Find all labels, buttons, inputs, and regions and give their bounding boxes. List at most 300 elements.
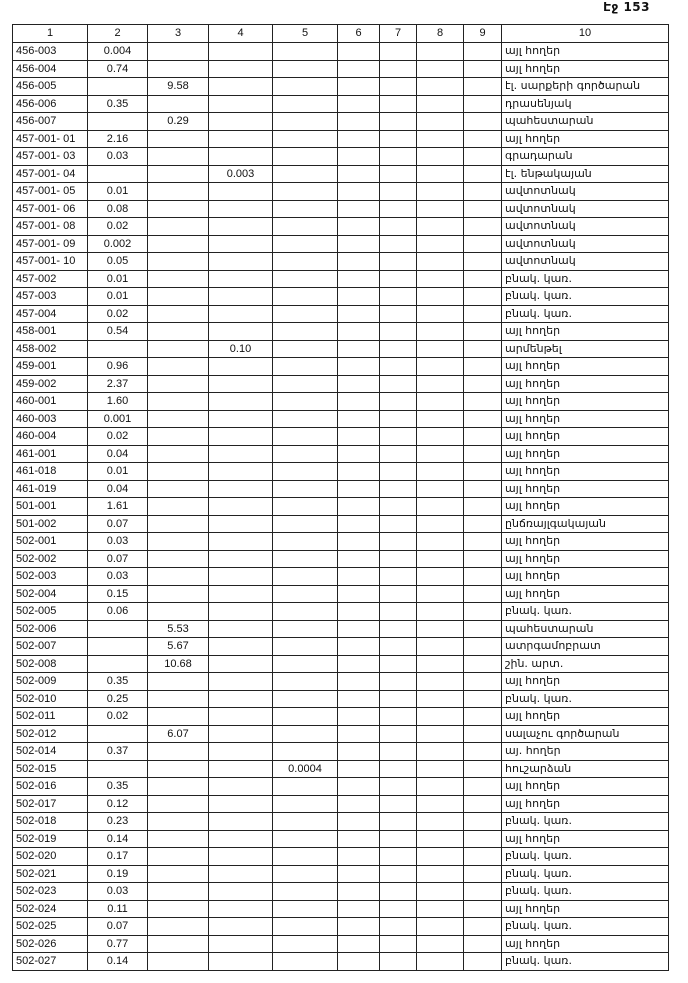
area-cell bbox=[273, 743, 338, 761]
land-use-cell: շին. արտ. bbox=[502, 655, 669, 673]
column-header: 3 bbox=[148, 25, 209, 43]
area-cell: 0.15 bbox=[88, 585, 148, 603]
land-use-cell: արմենթել bbox=[502, 340, 669, 358]
area-cell bbox=[273, 428, 338, 446]
area-cell bbox=[464, 568, 502, 586]
area-cell bbox=[380, 148, 417, 166]
table-row bbox=[13, 60, 669, 78]
area-cell bbox=[273, 480, 338, 498]
area-cell bbox=[464, 428, 502, 446]
area-cell bbox=[273, 655, 338, 673]
area-cell bbox=[148, 428, 209, 446]
area-cell: 0.14 bbox=[88, 953, 148, 971]
area-cell bbox=[464, 270, 502, 288]
area-cell bbox=[417, 60, 464, 78]
land-use-cell: այլ հողեր bbox=[502, 498, 669, 516]
area-cell bbox=[209, 410, 273, 428]
area-cell bbox=[273, 200, 338, 218]
table-row bbox=[13, 620, 669, 638]
table-row bbox=[13, 253, 669, 271]
parcel-code-cell: 456-005 bbox=[13, 78, 88, 96]
area-cell bbox=[464, 690, 502, 708]
land-use-cell: բնակ. կառ. bbox=[502, 848, 669, 866]
area-cell bbox=[148, 813, 209, 831]
area-cell bbox=[338, 148, 380, 166]
area-cell bbox=[338, 410, 380, 428]
area-cell bbox=[338, 253, 380, 271]
area-cell bbox=[273, 270, 338, 288]
area-cell bbox=[380, 43, 417, 61]
area-cell bbox=[338, 340, 380, 358]
land-use-cell: էլ. սարքերի գործարան bbox=[502, 78, 669, 96]
area-cell bbox=[417, 113, 464, 131]
area-cell bbox=[148, 393, 209, 411]
area-cell bbox=[417, 620, 464, 638]
area-cell bbox=[209, 43, 273, 61]
area-cell bbox=[417, 305, 464, 323]
area-cell bbox=[338, 603, 380, 621]
area-cell bbox=[464, 340, 502, 358]
land-use-cell: ավտոտնակ bbox=[502, 218, 669, 236]
area-cell bbox=[88, 165, 148, 183]
area-cell bbox=[464, 375, 502, 393]
area-cell bbox=[148, 165, 209, 183]
parcel-code-cell: 502-012 bbox=[13, 725, 88, 743]
area-cell bbox=[380, 165, 417, 183]
area-cell bbox=[338, 60, 380, 78]
area-cell bbox=[338, 463, 380, 481]
area-cell bbox=[464, 305, 502, 323]
parcel-code-cell: 457-002 bbox=[13, 270, 88, 288]
parcel-code-cell: 502-002 bbox=[13, 550, 88, 568]
area-cell bbox=[273, 358, 338, 376]
table-row bbox=[13, 743, 669, 761]
area-cell bbox=[338, 708, 380, 726]
parcel-code-cell: 502-007 bbox=[13, 638, 88, 656]
area-cell bbox=[417, 393, 464, 411]
area-cell bbox=[209, 358, 273, 376]
area-cell bbox=[88, 78, 148, 96]
area-cell bbox=[464, 883, 502, 901]
area-cell bbox=[338, 830, 380, 848]
area-cell bbox=[209, 638, 273, 656]
area-cell bbox=[209, 78, 273, 96]
area-cell bbox=[417, 533, 464, 551]
area-cell bbox=[148, 900, 209, 918]
area-cell bbox=[417, 498, 464, 516]
area-cell: 0.17 bbox=[88, 848, 148, 866]
area-cell bbox=[148, 480, 209, 498]
area-cell: 0.37 bbox=[88, 743, 148, 761]
table-row bbox=[13, 113, 669, 131]
table-row bbox=[13, 393, 669, 411]
parcel-code-cell: 502-023 bbox=[13, 883, 88, 901]
area-cell bbox=[464, 725, 502, 743]
area-cell bbox=[417, 655, 464, 673]
area-cell bbox=[209, 235, 273, 253]
area-cell bbox=[338, 200, 380, 218]
area-cell: 0.001 bbox=[88, 410, 148, 428]
area-cell bbox=[380, 725, 417, 743]
area-cell bbox=[417, 813, 464, 831]
area-cell bbox=[88, 340, 148, 358]
area-cell bbox=[209, 498, 273, 516]
area-cell bbox=[417, 410, 464, 428]
area-cell: 0.01 bbox=[88, 270, 148, 288]
area-cell bbox=[148, 830, 209, 848]
area-cell: 0.23 bbox=[88, 813, 148, 831]
area-cell bbox=[417, 778, 464, 796]
area-cell: 10.68 bbox=[148, 655, 209, 673]
land-use-cell: բնակ. կառ. bbox=[502, 883, 669, 901]
area-cell: 0.35 bbox=[88, 673, 148, 691]
land-use-cell: այ. հողեր bbox=[502, 743, 669, 761]
area-cell bbox=[273, 813, 338, 831]
area-cell bbox=[273, 778, 338, 796]
land-use-cell: բնակ. կառ. bbox=[502, 918, 669, 936]
area-cell bbox=[464, 585, 502, 603]
table-row bbox=[13, 428, 669, 446]
area-cell bbox=[148, 235, 209, 253]
area-cell bbox=[273, 235, 338, 253]
area-cell bbox=[464, 830, 502, 848]
area-cell: 0.0004 bbox=[273, 760, 338, 778]
area-cell bbox=[380, 218, 417, 236]
land-use-cell: այլ հողեր bbox=[502, 445, 669, 463]
area-cell: 0.03 bbox=[88, 533, 148, 551]
area-cell bbox=[464, 445, 502, 463]
area-cell bbox=[380, 830, 417, 848]
area-cell bbox=[417, 235, 464, 253]
area-cell bbox=[273, 953, 338, 971]
column-header: 6 bbox=[338, 25, 380, 43]
table-row bbox=[13, 953, 669, 971]
area-cell bbox=[273, 305, 338, 323]
table-row bbox=[13, 830, 669, 848]
area-cell bbox=[338, 428, 380, 446]
area-cell bbox=[148, 148, 209, 166]
area-cell bbox=[338, 778, 380, 796]
area-cell bbox=[148, 550, 209, 568]
area-cell bbox=[464, 183, 502, 201]
land-use-cell: ավտոտնակ bbox=[502, 200, 669, 218]
area-cell: 9.58 bbox=[148, 78, 209, 96]
area-cell bbox=[209, 428, 273, 446]
land-use-cell: բնակ. կառ. bbox=[502, 305, 669, 323]
area-cell bbox=[209, 760, 273, 778]
area-cell bbox=[209, 253, 273, 271]
area-cell bbox=[148, 708, 209, 726]
area-cell bbox=[148, 515, 209, 533]
area-cell bbox=[148, 218, 209, 236]
table-row bbox=[13, 323, 669, 341]
table-row bbox=[13, 883, 669, 901]
land-use-cell: այլ հողեր bbox=[502, 673, 669, 691]
area-cell bbox=[380, 288, 417, 306]
area-cell: 0.11 bbox=[88, 900, 148, 918]
area-cell bbox=[148, 953, 209, 971]
area-cell bbox=[464, 60, 502, 78]
area-cell: 0.003 bbox=[209, 165, 273, 183]
area-cell bbox=[209, 813, 273, 831]
area-cell bbox=[338, 235, 380, 253]
area-cell bbox=[417, 375, 464, 393]
area-cell bbox=[338, 655, 380, 673]
area-cell bbox=[417, 340, 464, 358]
area-cell bbox=[209, 95, 273, 113]
area-cell bbox=[380, 778, 417, 796]
area-cell bbox=[417, 568, 464, 586]
area-cell bbox=[464, 393, 502, 411]
parcel-code-cell: 502-026 bbox=[13, 935, 88, 953]
area-cell bbox=[148, 445, 209, 463]
area-cell bbox=[380, 60, 417, 78]
area-cell bbox=[417, 760, 464, 778]
area-cell bbox=[273, 690, 338, 708]
area-cell bbox=[417, 288, 464, 306]
land-use-cell: այլ հողեր bbox=[502, 428, 669, 446]
area-cell bbox=[380, 760, 417, 778]
parcel-code-cell: 502-024 bbox=[13, 900, 88, 918]
land-use-cell: այլ հողեր bbox=[502, 393, 669, 411]
area-cell bbox=[417, 848, 464, 866]
area-cell bbox=[148, 778, 209, 796]
area-cell: 0.96 bbox=[88, 358, 148, 376]
area-cell bbox=[148, 883, 209, 901]
area-cell bbox=[338, 795, 380, 813]
area-cell bbox=[338, 358, 380, 376]
area-cell bbox=[464, 813, 502, 831]
area-cell bbox=[417, 638, 464, 656]
area-cell bbox=[273, 393, 338, 411]
area-cell bbox=[338, 900, 380, 918]
area-cell: 0.03 bbox=[88, 148, 148, 166]
area-cell bbox=[209, 463, 273, 481]
area-cell bbox=[338, 568, 380, 586]
area-cell: 0.01 bbox=[88, 288, 148, 306]
area-cell bbox=[148, 340, 209, 358]
land-use-cell: այլ հողեր bbox=[502, 43, 669, 61]
column-header: 5 bbox=[273, 25, 338, 43]
parcel-code-cell: 501-002 bbox=[13, 515, 88, 533]
area-cell bbox=[209, 655, 273, 673]
area-cell bbox=[338, 883, 380, 901]
area-cell bbox=[209, 218, 273, 236]
land-use-cell: այլ հողեր bbox=[502, 778, 669, 796]
table-row bbox=[13, 568, 669, 586]
area-cell bbox=[148, 795, 209, 813]
parcel-code-cell: 457-001- 06 bbox=[13, 200, 88, 218]
area-cell bbox=[209, 690, 273, 708]
area-cell bbox=[338, 305, 380, 323]
area-cell bbox=[338, 270, 380, 288]
area-cell bbox=[148, 183, 209, 201]
area-cell bbox=[417, 130, 464, 148]
area-cell: 0.004 bbox=[88, 43, 148, 61]
area-cell bbox=[464, 515, 502, 533]
area-cell bbox=[464, 130, 502, 148]
land-use-cell: այլ հողեր bbox=[502, 585, 669, 603]
parcel-code-cell: 458-001 bbox=[13, 323, 88, 341]
area-cell: 0.04 bbox=[88, 445, 148, 463]
area-cell bbox=[148, 288, 209, 306]
area-cell: 0.01 bbox=[88, 463, 148, 481]
table-row bbox=[13, 848, 669, 866]
table-row bbox=[13, 375, 669, 393]
area-cell bbox=[380, 743, 417, 761]
area-cell bbox=[273, 638, 338, 656]
area-cell bbox=[380, 253, 417, 271]
area-cell bbox=[273, 935, 338, 953]
area-cell bbox=[273, 445, 338, 463]
area-cell bbox=[148, 498, 209, 516]
parcel-code-cell: 502-008 bbox=[13, 655, 88, 673]
area-cell bbox=[464, 760, 502, 778]
area-cell bbox=[338, 445, 380, 463]
area-cell bbox=[464, 78, 502, 96]
area-cell bbox=[148, 323, 209, 341]
area-cell bbox=[464, 410, 502, 428]
parcel-code-cell: 458-002 bbox=[13, 340, 88, 358]
area-cell: 1.61 bbox=[88, 498, 148, 516]
parcel-code-cell: 457-003 bbox=[13, 288, 88, 306]
area-cell bbox=[464, 165, 502, 183]
area-cell bbox=[380, 428, 417, 446]
table-row bbox=[13, 760, 669, 778]
area-cell: 0.10 bbox=[209, 340, 273, 358]
area-cell bbox=[273, 340, 338, 358]
parcel-code-cell: 501-001 bbox=[13, 498, 88, 516]
area-cell bbox=[417, 148, 464, 166]
area-cell bbox=[338, 130, 380, 148]
area-cell bbox=[417, 918, 464, 936]
area-cell bbox=[380, 480, 417, 498]
area-cell bbox=[380, 708, 417, 726]
area-cell bbox=[380, 900, 417, 918]
area-cell bbox=[380, 603, 417, 621]
area-cell bbox=[380, 463, 417, 481]
area-cell bbox=[338, 43, 380, 61]
area-cell bbox=[148, 865, 209, 883]
parcel-code-cell: 502-020 bbox=[13, 848, 88, 866]
area-cell bbox=[417, 865, 464, 883]
parcel-code-cell: 502-018 bbox=[13, 813, 88, 831]
area-cell bbox=[380, 393, 417, 411]
area-cell bbox=[380, 673, 417, 691]
area-cell bbox=[464, 480, 502, 498]
area-cell bbox=[464, 743, 502, 761]
area-cell bbox=[417, 218, 464, 236]
parcel-code-cell: 457-001- 09 bbox=[13, 235, 88, 253]
area-cell: 0.05 bbox=[88, 253, 148, 271]
area-cell: 5.67 bbox=[148, 638, 209, 656]
area-cell bbox=[464, 620, 502, 638]
page-number: Էջ 153 bbox=[603, 0, 650, 14]
area-cell bbox=[338, 498, 380, 516]
land-use-cell: գրադարան bbox=[502, 148, 669, 166]
parcel-code-cell: 502-009 bbox=[13, 673, 88, 691]
area-cell bbox=[338, 673, 380, 691]
table-row bbox=[13, 183, 669, 201]
area-cell bbox=[417, 725, 464, 743]
land-parcel-table bbox=[12, 24, 669, 971]
area-cell: 0.02 bbox=[88, 708, 148, 726]
table-row bbox=[13, 358, 669, 376]
area-cell bbox=[338, 953, 380, 971]
area-cell bbox=[380, 883, 417, 901]
parcel-code-cell: 460-004 bbox=[13, 428, 88, 446]
area-cell bbox=[380, 95, 417, 113]
table-row bbox=[13, 638, 669, 656]
area-cell: 0.35 bbox=[88, 95, 148, 113]
table-row bbox=[13, 708, 669, 726]
area-cell bbox=[209, 673, 273, 691]
area-cell bbox=[148, 935, 209, 953]
area-cell bbox=[209, 900, 273, 918]
area-cell bbox=[464, 218, 502, 236]
parcel-code-cell: 502-017 bbox=[13, 795, 88, 813]
land-use-cell: այլ հողեր bbox=[502, 900, 669, 918]
area-cell bbox=[417, 690, 464, 708]
table-row bbox=[13, 340, 669, 358]
area-cell bbox=[464, 918, 502, 936]
table-row bbox=[13, 43, 669, 61]
land-use-cell: այլ հողեր bbox=[502, 533, 669, 551]
area-cell bbox=[209, 393, 273, 411]
area-cell bbox=[209, 445, 273, 463]
area-cell bbox=[380, 235, 417, 253]
area-cell bbox=[464, 288, 502, 306]
area-cell bbox=[273, 673, 338, 691]
parcel-code-cell: 460-001 bbox=[13, 393, 88, 411]
area-cell bbox=[148, 200, 209, 218]
area-cell bbox=[417, 515, 464, 533]
area-cell bbox=[338, 183, 380, 201]
parcel-code-cell: 457-004 bbox=[13, 305, 88, 323]
area-cell: 5.53 bbox=[148, 620, 209, 638]
area-cell bbox=[417, 550, 464, 568]
area-cell bbox=[464, 848, 502, 866]
area-cell bbox=[417, 900, 464, 918]
area-cell bbox=[148, 603, 209, 621]
area-cell bbox=[209, 830, 273, 848]
area-cell bbox=[464, 358, 502, 376]
parcel-code-cell: 457-001- 05 bbox=[13, 183, 88, 201]
area-cell bbox=[417, 463, 464, 481]
area-cell: 0.04 bbox=[88, 480, 148, 498]
table-row bbox=[13, 585, 669, 603]
area-cell bbox=[417, 830, 464, 848]
area-cell bbox=[209, 305, 273, 323]
area-cell bbox=[209, 795, 273, 813]
area-cell bbox=[209, 918, 273, 936]
parcel-code-cell: 502-021 bbox=[13, 865, 88, 883]
area-cell bbox=[338, 638, 380, 656]
parcel-code-cell: 461-018 bbox=[13, 463, 88, 481]
table-row bbox=[13, 515, 669, 533]
area-cell: 0.54 bbox=[88, 323, 148, 341]
area-cell: 0.07 bbox=[88, 918, 148, 936]
table-row bbox=[13, 480, 669, 498]
area-cell bbox=[464, 935, 502, 953]
parcel-code-cell: 460-003 bbox=[13, 410, 88, 428]
parcel-code-cell: 456-004 bbox=[13, 60, 88, 78]
parcel-code-cell: 456-003 bbox=[13, 43, 88, 61]
table-row bbox=[13, 498, 669, 516]
area-cell: 0.35 bbox=[88, 778, 148, 796]
table-row bbox=[13, 778, 669, 796]
area-cell bbox=[209, 743, 273, 761]
